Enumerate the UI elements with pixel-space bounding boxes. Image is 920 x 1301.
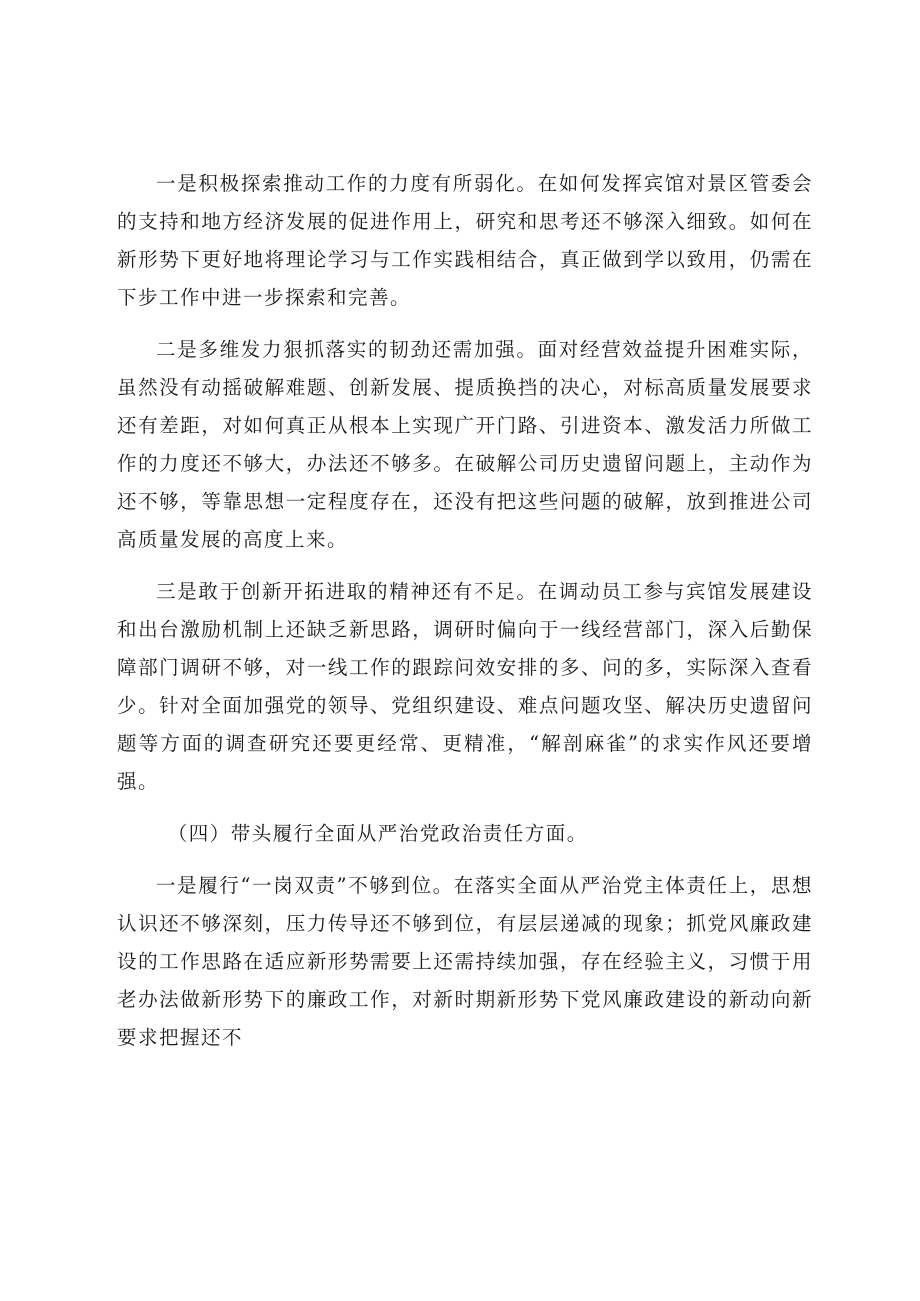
document-body (117, 165, 813, 1057)
paragraph-3: 三是敢于创新开拓进取的精神还有不足。在调动员工参与宾馆发展建设和出台激励机制上还缺乏新思路，调研时偏向于一线经营部门，深入后勤保障部门调研不够，对一线工作的跟踪问效安排的多、问的多，实际深入查看少。针对全面加强党的领导、党组织建设、难点问题攻坚、解决历史遗留问题等方面的调查研究还要更经常、更精准，“解剖麻雀”的求实作风还要增强。 (117, 580, 813, 793)
paragraph-2: 二是多维发力狠抓落实的韧劲还需加强。面对经营效益提升困难实际，虽然没有动摇破解难题、创新发展、提质换挡的决心，对标高质量发展要求还有差距，对如何真正从根本上实现广开门路、引进资本、激发活力所做工作的力度还不够大，办法还不够多。在破解公司历史遗留问题上，主动作为还不够，等靠思想一定程度存在，还没有把这些问题的破解，放到推进公司高质量发展的高度上来。 (117, 338, 813, 551)
paragraph-1: 一是积极探索推动工作的力度有所弱化。在如何发挥宾馆对景区管委会的支持和地方经济发展的促进作用上，研究和思考还不够深入细致。如何在新形势下更好地将理论学习与工作实践相结合，真正做到学以致用，仍需在下步工作中进一步探索和完善。 (117, 172, 813, 309)
paragraph-4: 一是履行“一岗双责”不够到位。在落实全面从严治党主体责任上，思想认识还不够深刻，压力传导还不够到位，有层层递减的现象；抓党风廉政建设的工作思路在适应新形势需要上还需持续加强，存在经验主义，习惯于用老办法做新形势下的廉政工作，对新时期新形势下党风廉政建设的新动向新要求把握还不 (117, 874, 813, 1049)
section-heading: （四）带头履行全面从严治党政治责任方面。 (167, 822, 588, 845)
